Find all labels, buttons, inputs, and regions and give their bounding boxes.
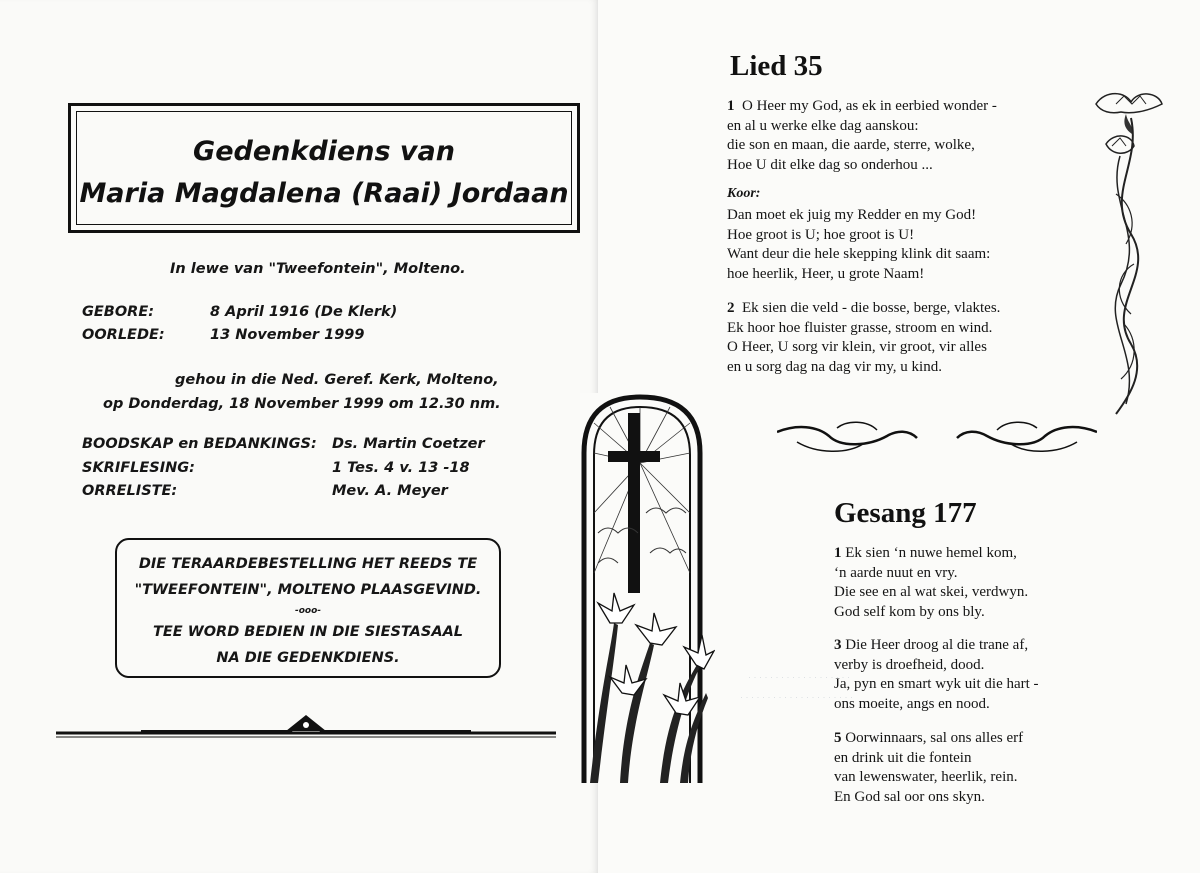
notice-line-2: "TWEEFONTEIN", MOLTENO PLAASGEVIND.: [134, 582, 482, 598]
verse-line: Dan moet ek juig my Redder en my God!: [727, 207, 977, 223]
reading-value: 1 Tes. 4 v. 13 -18: [332, 460, 470, 476]
message-label: BOODSKAP en BEDANKINGS:: [82, 436, 317, 452]
verse-line: O Heer, U sorg vir klein, vir groot, vir alles: [727, 339, 987, 355]
notice-line-1: DIE TERAARDEBESTELLING HET REEDS TE: [138, 556, 478, 572]
verse-number: 5: [834, 730, 842, 746]
notice-line-4: NA DIE GEDENKDIENS.: [216, 650, 400, 666]
verse-line: Hoe U dit elke dag so onderhou ...: [727, 156, 933, 173]
reading-label: SKRIFLESING:: [82, 460, 195, 476]
died-value: 13 November 1999: [210, 327, 365, 343]
notice-line-3: TEE WORD BEDIEN IN DIE SIESTASAAL: [152, 624, 464, 640]
verse-line: en u sorg dag na dag vir my, u kind.: [727, 358, 942, 375]
died-label: OORLEDE:: [82, 327, 165, 343]
lied-chorus: [727, 206, 990, 284]
verse-line: God self kom by ons bly.: [834, 603, 985, 620]
verse-line: Hoe groot is U; hoe groot is U!: [727, 226, 915, 243]
lied-title: Lied 35: [730, 50, 823, 82]
verse-number: 2: [727, 300, 735, 316]
verse-line: en drink uit die fontein: [834, 749, 972, 766]
verse-line: Want deur die hele skepping klink dit saam:: [727, 246, 991, 262]
verse-line: en al u werke elke dag aanskou:: [727, 117, 919, 134]
gesang-verse-1: [834, 544, 1028, 622]
verse-number: 3: [834, 637, 842, 653]
service-date-time: op Donderdag, 18 November 1999 om 12.30 nm.: [103, 396, 501, 412]
left-page: [0, 0, 598, 873]
service-venue: gehou in die Ned. Geref. Kerk, Molteno,: [175, 372, 499, 388]
verse-line: van lewenswater, heerlik, rein.: [834, 769, 1018, 785]
verse-line: ons moeite, angs en nood.: [834, 695, 990, 712]
verse-line: En God sal oor ons skyn.: [834, 788, 985, 805]
verse-number: 1: [727, 98, 735, 114]
memorial-title-box: [68, 103, 580, 233]
gesang-verse-5: [834, 729, 1023, 807]
notice-separator: -ooo-: [294, 606, 322, 616]
born-value: 8 April 1916 (De Klerk): [210, 304, 398, 320]
verse-line: hoe heerlik, Heer, u grote Naam!: [727, 265, 925, 282]
burial-notice-box: [115, 538, 501, 678]
verse-line: verby is droefheid, dood.: [834, 656, 985, 673]
lied-verse-1: [727, 97, 997, 175]
verse-line: Die see en al wat skei, verdwyn.: [834, 584, 1029, 600]
verse-line: Ja, pyn en smart wyk uit die hart -: [834, 676, 1039, 692]
verse-line: Oorwinnaars, sal ons alles erf: [845, 730, 1024, 746]
message-value: Ds. Martin Coetzer: [332, 436, 485, 452]
verse-line: Ek sien die veld - die bosse, berge, vlaktes.: [742, 300, 1001, 316]
bottom-rule-ornament: [56, 713, 556, 743]
memorial-title: Gedenkdiens van: [193, 136, 455, 167]
flower-vine-illustration: [1076, 84, 1176, 419]
chorus-label: Koor:: [727, 186, 761, 201]
lived-at: In lewe van "Tweefontein", Molteno.: [170, 261, 466, 277]
organist-value: Mev. A. Meyer: [332, 483, 448, 499]
verse-number: 1: [834, 545, 842, 561]
organist-label: ORRELISTE:: [82, 483, 178, 499]
gesang-verse-3: [834, 636, 1039, 714]
verse-line: Ek hoor hoe fluister grasse, stroom en wind.: [727, 319, 993, 336]
cross-stained-glass-illustration: [580, 393, 715, 783]
deceased-name: Maria Magdalena (Raai) Jordaan: [79, 178, 569, 209]
ornamental-divider: [777, 420, 1097, 460]
verse-line: Ek sien ‘n nuwe hemel kom,: [845, 545, 1017, 561]
verse-line: O Heer my God, as ek in eerbied wonder -: [742, 98, 997, 114]
verse-line: Die Heer droog al die trane af,: [845, 637, 1029, 653]
gesang-title: Gesang 177: [834, 497, 977, 529]
verse-line: ‘n aarde nuut en vry.: [834, 564, 958, 581]
lied-verse-2: [727, 299, 1000, 377]
verse-line: die son en maan, die aarde, sterre, wolke,: [727, 137, 975, 153]
born-label: GEBORE:: [82, 304, 155, 320]
